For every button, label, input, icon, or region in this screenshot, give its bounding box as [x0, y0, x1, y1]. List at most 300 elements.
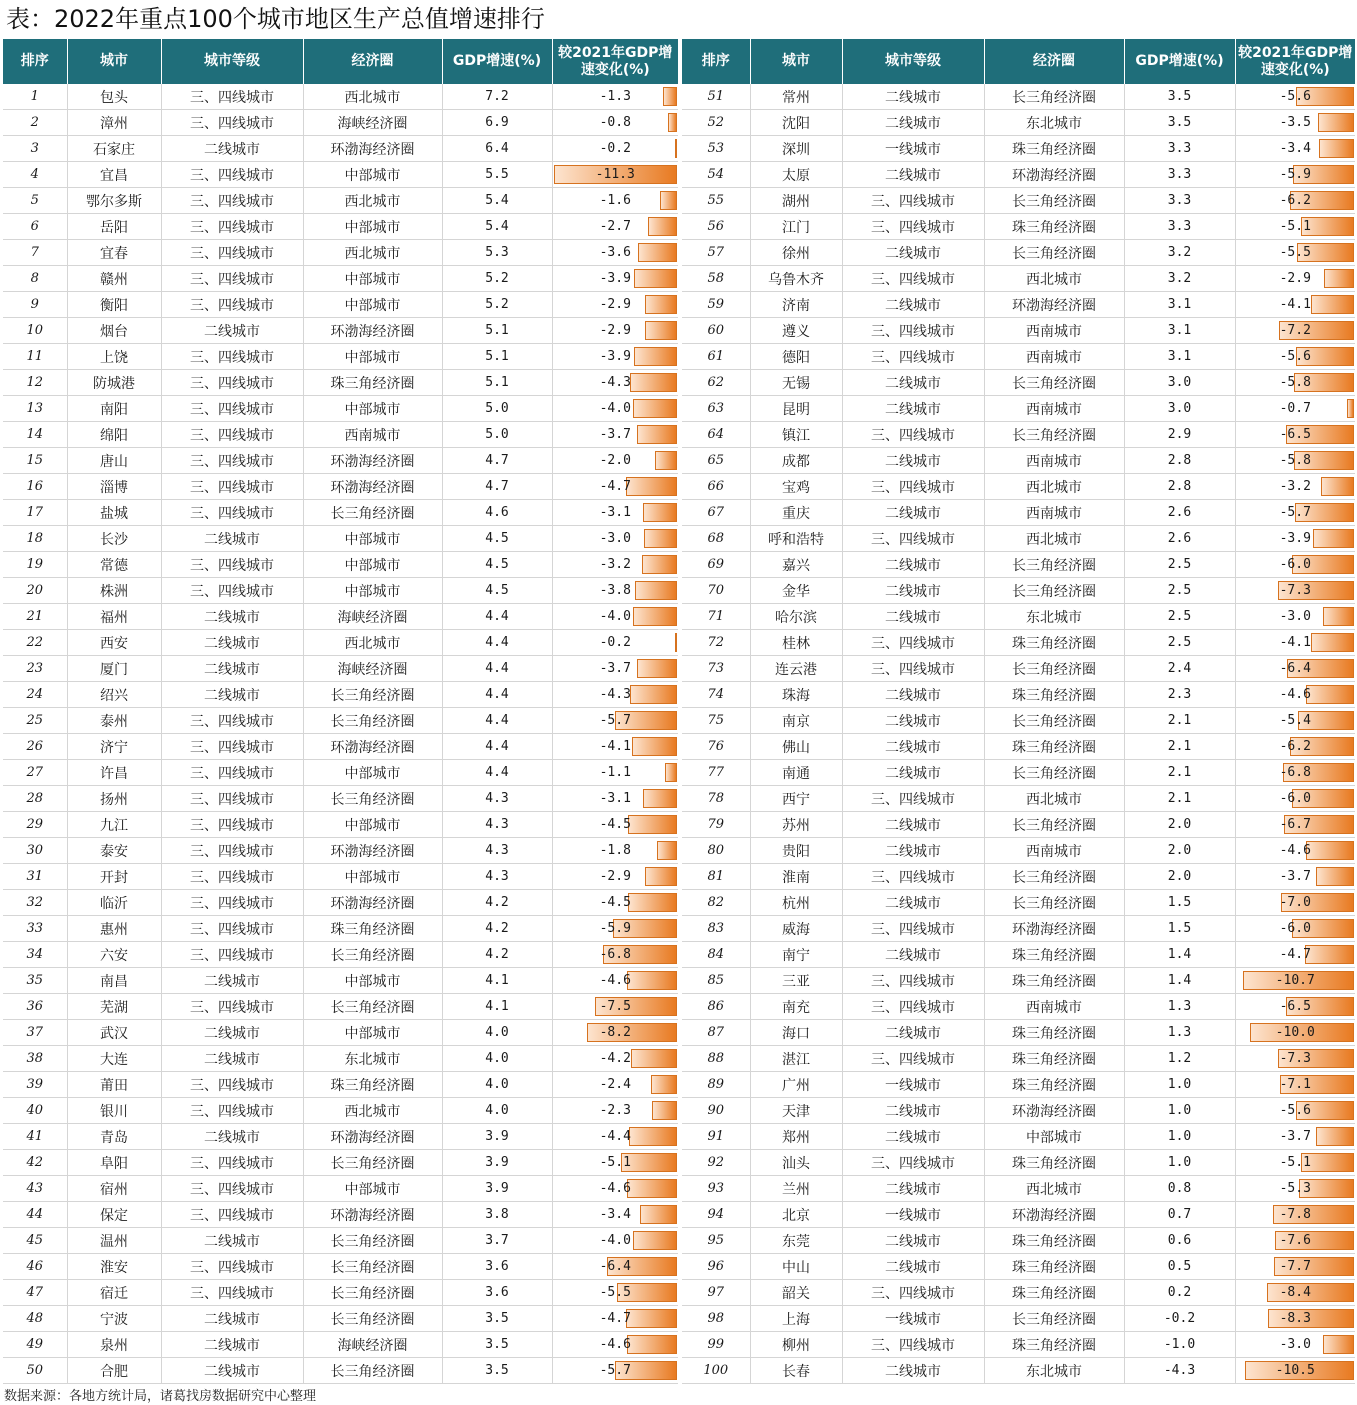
change-bar: [648, 217, 678, 236]
city-cell: 绍兴: [67, 682, 161, 708]
table-row: [3, 344, 678, 370]
zone-cell: 东北城市: [303, 1046, 442, 1072]
rank-cell: 58: [682, 266, 750, 292]
growth-change-cell: [552, 214, 678, 240]
table-row: [682, 708, 1355, 734]
rank-cell: 76: [682, 734, 750, 760]
change-value: -4.5: [599, 895, 631, 910]
change-value: -2.4: [599, 1077, 631, 1092]
tier-cell: 三、四线城市: [161, 760, 303, 786]
gdp-growth-cell: 5.3: [442, 240, 552, 266]
city-cell: 三亚: [750, 968, 842, 994]
rank-cell: 6: [3, 214, 67, 240]
table-row: [3, 1254, 678, 1280]
gdp-growth-cell: 5.4: [442, 188, 552, 214]
city-cell: 哈尔滨: [750, 604, 842, 630]
table-row: [682, 812, 1355, 838]
rank-cell: 23: [3, 656, 67, 682]
rank-cell: 59: [682, 292, 750, 318]
tier-cell: 二线城市: [842, 1358, 984, 1384]
zone-cell: 海峡经济圈: [303, 1332, 442, 1358]
table-row: [3, 708, 678, 734]
zone-cell: 珠三角经济圈: [984, 942, 1124, 968]
zone-cell: 长三角经济圈: [303, 1228, 442, 1254]
table-row: [682, 422, 1355, 448]
rank-cell: 51: [682, 84, 750, 110]
zone-cell: 中部城市: [303, 214, 442, 240]
tier-cell: 三、四线城市: [842, 1332, 984, 1358]
change-value: -0.8: [599, 115, 631, 130]
tier-cell: 三、四线城市: [161, 344, 303, 370]
change-value: -4.6: [1279, 687, 1311, 702]
table-row: [3, 604, 678, 630]
change-bar: [637, 659, 677, 678]
zone-cell: 长三角经济圈: [303, 994, 442, 1020]
table-row: [3, 1098, 678, 1124]
tier-cell: 三、四线城市: [161, 292, 303, 318]
gdp-growth-cell: 3.6: [442, 1280, 552, 1306]
tier-cell: 三、四线城市: [161, 448, 303, 474]
tier-cell: 二线城市: [842, 682, 984, 708]
gdp-growth-cell: 6.4: [442, 136, 552, 162]
city-cell: 海口: [750, 1020, 842, 1046]
table-row: [682, 1150, 1355, 1176]
zone-cell: 中部城市: [303, 1020, 442, 1046]
city-cell: 湖州: [750, 188, 842, 214]
rank-cell: 18: [3, 526, 67, 552]
tier-cell: 二线城市: [842, 552, 984, 578]
change-value: -4.1: [599, 739, 631, 754]
change-bar: [645, 321, 677, 340]
city-cell: 漳州: [67, 110, 161, 136]
rank-cell: 26: [3, 734, 67, 760]
rank-cell: 31: [3, 864, 67, 890]
tier-cell: 二线城市: [842, 396, 984, 422]
growth-change-cell: [1235, 786, 1355, 812]
city-cell: 广州: [750, 1072, 842, 1098]
city-cell: 九江: [67, 812, 161, 838]
zone-cell: 西北城市: [984, 786, 1124, 812]
tier-cell: 三、四线城市: [161, 1150, 303, 1176]
zone-cell: 环渤海经济圈: [984, 162, 1124, 188]
zone-cell: 海峡经济圈: [303, 656, 442, 682]
table-row: [3, 994, 678, 1020]
rank-cell: 33: [3, 916, 67, 942]
tier-cell: 二线城市: [842, 838, 984, 864]
growth-change-cell: [1235, 656, 1355, 682]
zone-cell: 环渤海经济圈: [303, 448, 442, 474]
table-row: [3, 1332, 678, 1358]
city-cell: 淄博: [67, 474, 161, 500]
rank-cell: 75: [682, 708, 750, 734]
city-cell: 桂林: [750, 630, 842, 656]
table-row: [682, 1306, 1355, 1332]
city-cell: 南京: [750, 708, 842, 734]
change-bar: [1305, 945, 1354, 964]
table-row: [3, 1046, 678, 1072]
rank-cell: 14: [3, 422, 67, 448]
change-value: -5.7: [599, 713, 631, 728]
rank-cell: 55: [682, 188, 750, 214]
table-row: [3, 188, 678, 214]
zone-cell: 长三角经济圈: [303, 1150, 442, 1176]
zone-cell: 中部城市: [303, 396, 442, 422]
tier-cell: 二线城市: [161, 1306, 303, 1332]
growth-change-cell: [552, 1020, 678, 1046]
rank-cell: 3: [3, 136, 67, 162]
table-row: [3, 1176, 678, 1202]
change-bar: [640, 1205, 677, 1224]
city-cell: 宿迁: [67, 1280, 161, 1306]
gdp-growth-cell: 2.8: [1124, 448, 1235, 474]
growth-change-cell: [552, 474, 678, 500]
city-cell: 温州: [67, 1228, 161, 1254]
tier-cell: 三、四线城市: [842, 266, 984, 292]
change-value: -10.5: [1275, 1363, 1315, 1378]
zone-cell: 西南城市: [984, 396, 1124, 422]
table-row: [3, 1280, 678, 1306]
gdp-growth-cell: 3.3: [1124, 214, 1235, 240]
city-cell: 开封: [67, 864, 161, 890]
change-value: -3.0: [1279, 609, 1311, 624]
gdp-growth-cell: 0.2: [1124, 1280, 1235, 1306]
growth-change-cell: [1235, 838, 1355, 864]
gdp-growth-cell: 4.4: [442, 708, 552, 734]
table-row: [3, 916, 678, 942]
city-cell: 淮南: [750, 864, 842, 890]
rank-cell: 40: [3, 1098, 67, 1124]
zone-cell: 珠三角经济圈: [303, 916, 442, 942]
change-bar: [634, 269, 677, 288]
gdp-growth-cell: 4.4: [442, 682, 552, 708]
change-value: -6.2: [1279, 193, 1311, 208]
table-row: [682, 1228, 1355, 1254]
city-cell: 上饶: [67, 344, 161, 370]
table-row: [682, 1176, 1355, 1202]
table-row: [682, 734, 1355, 760]
table-row: [3, 396, 678, 422]
gdp-growth-cell: 3.1: [1124, 318, 1235, 344]
rank-cell: 79: [682, 812, 750, 838]
table-row: [3, 1072, 678, 1098]
ranking-tables: [3, 39, 1355, 1383]
table-row: [3, 682, 678, 708]
ranking-table-left: [3, 39, 678, 1384]
tier-cell: 二线城市: [161, 1358, 303, 1384]
tier-cell: 二线城市: [842, 578, 984, 604]
rank-cell: 28: [3, 786, 67, 812]
table-row: [682, 240, 1355, 266]
change-value: -4.4: [599, 1129, 631, 1144]
tier-cell: 二线城市: [161, 1124, 303, 1150]
change-value: -8.4: [1279, 1285, 1311, 1300]
gdp-growth-cell: 3.9: [442, 1124, 552, 1150]
change-value: -4.3: [599, 375, 631, 390]
rank-cell: 17: [3, 500, 67, 526]
change-value: -6.8: [1279, 765, 1311, 780]
gdp-growth-cell: 4.1: [442, 994, 552, 1020]
tier-cell: 三、四线城市: [842, 1046, 984, 1072]
table-row: [682, 682, 1355, 708]
tier-cell: 二线城市: [842, 734, 984, 760]
city-cell: 苏州: [750, 812, 842, 838]
table-row: [682, 1332, 1355, 1358]
zone-cell: 环渤海经济圈: [303, 136, 442, 162]
change-value: -4.0: [599, 401, 631, 416]
change-bar: [643, 503, 677, 522]
change-bar: [1306, 685, 1354, 704]
table-row: [682, 266, 1355, 292]
change-bar: [638, 243, 677, 262]
tier-cell: 三、四线城市: [842, 188, 984, 214]
rank-cell: 86: [682, 994, 750, 1020]
gdp-growth-cell: 5.5: [442, 162, 552, 188]
growth-change-cell: [1235, 604, 1355, 630]
change-value: -6.4: [1279, 661, 1311, 676]
zone-cell: 珠三角经济圈: [984, 1254, 1124, 1280]
change-value: -0.2: [599, 141, 631, 156]
rank-cell: 37: [3, 1020, 67, 1046]
growth-change-cell: [1235, 1332, 1355, 1358]
rank-cell: 80: [682, 838, 750, 864]
change-value: -4.7: [1279, 947, 1311, 962]
change-value: -4.1: [1279, 635, 1311, 650]
city-cell: 南充: [750, 994, 842, 1020]
table-row: [682, 864, 1355, 890]
rank-cell: 48: [3, 1306, 67, 1332]
gdp-growth-cell: 3.6: [442, 1254, 552, 1280]
table-row: [682, 1202, 1355, 1228]
tier-cell: 二线城市: [161, 1332, 303, 1358]
growth-change-cell: [1235, 1020, 1355, 1046]
change-value: -4.5: [599, 817, 631, 832]
gdp-growth-cell: 1.0: [1124, 1098, 1235, 1124]
rank-cell: 92: [682, 1150, 750, 1176]
growth-change-cell: [552, 1046, 678, 1072]
change-value: -7.0: [1279, 895, 1311, 910]
table-row: [682, 370, 1355, 396]
rank-cell: 74: [682, 682, 750, 708]
growth-change-cell: [1235, 318, 1355, 344]
city-cell: 泰安: [67, 838, 161, 864]
growth-change-cell: [1235, 422, 1355, 448]
tier-cell: 二线城市: [161, 656, 303, 682]
table-row: [682, 396, 1355, 422]
change-bar: [644, 529, 677, 548]
change-value: -4.3: [599, 687, 631, 702]
change-value: -6.2: [1279, 739, 1311, 754]
city-cell: 许昌: [67, 760, 161, 786]
rank-cell: 88: [682, 1046, 750, 1072]
growth-change-cell: [552, 838, 678, 864]
gdp-growth-cell: 3.7: [442, 1228, 552, 1254]
gdp-growth-cell: 3.0: [1124, 370, 1235, 396]
zone-cell: 西南城市: [984, 448, 1124, 474]
rank-cell: 68: [682, 526, 750, 552]
rank-cell: 27: [3, 760, 67, 786]
growth-change-cell: [1235, 1254, 1355, 1280]
change-value: -3.1: [599, 505, 631, 520]
table-row: [682, 526, 1355, 552]
city-cell: 济宁: [67, 734, 161, 760]
table-row: [682, 162, 1355, 188]
tier-cell: 二线城市: [842, 604, 984, 630]
tier-cell: 二线城市: [161, 318, 303, 344]
gdp-growth-cell: 1.3: [1124, 994, 1235, 1020]
zone-cell: 环渤海经济圈: [984, 292, 1124, 318]
zone-cell: 长三角经济圈: [984, 708, 1124, 734]
growth-change-cell: [1235, 214, 1355, 240]
change-value: -4.6: [599, 1337, 631, 1352]
city-cell: 南宁: [750, 942, 842, 968]
city-cell: 石家庄: [67, 136, 161, 162]
gdp-growth-cell: 2.1: [1124, 708, 1235, 734]
gdp-growth-cell: 1.4: [1124, 968, 1235, 994]
change-value: -3.9: [1279, 531, 1311, 546]
change-bar: [1323, 1335, 1354, 1354]
city-cell: 常德: [67, 552, 161, 578]
city-cell: 杭州: [750, 890, 842, 916]
tier-cell: 三、四线城市: [161, 838, 303, 864]
gdp-growth-cell: 5.1: [442, 370, 552, 396]
header-city: 城市: [67, 39, 161, 84]
tier-cell: 三、四线城市: [161, 1098, 303, 1124]
change-value: -7.8: [1279, 1207, 1311, 1222]
city-cell: 银川: [67, 1098, 161, 1124]
zone-cell: 长三角经济圈: [303, 942, 442, 968]
table-row: [3, 110, 678, 136]
growth-change-cell: [1235, 1046, 1355, 1072]
header-growth-change: 较2021年GDP增 速变化(%): [552, 39, 678, 84]
change-value: -1.3: [599, 89, 631, 104]
header-tier: 城市等级: [161, 39, 303, 84]
city-cell: 天津: [750, 1098, 842, 1124]
rank-cell: 90: [682, 1098, 750, 1124]
rank-cell: 70: [682, 578, 750, 604]
zone-cell: 珠三角经济圈: [984, 682, 1124, 708]
zone-cell: 长三角经济圈: [984, 812, 1124, 838]
growth-change-cell: [1235, 526, 1355, 552]
gdp-growth-cell: -1.0: [1124, 1332, 1235, 1358]
table-row: [3, 422, 678, 448]
table-row: [682, 552, 1355, 578]
gdp-growth-cell: 4.1: [442, 968, 552, 994]
city-cell: 大连: [67, 1046, 161, 1072]
change-value: -5.1: [599, 1155, 631, 1170]
city-cell: 江门: [750, 214, 842, 240]
table-row: [682, 136, 1355, 162]
zone-cell: 西北城市: [303, 1098, 442, 1124]
change-value: -11.3: [595, 167, 635, 182]
zone-cell: 环渤海经济圈: [303, 1124, 442, 1150]
zone-cell: 东北城市: [984, 604, 1124, 630]
table-row: [3, 1124, 678, 1150]
rank-cell: 4: [3, 162, 67, 188]
growth-change-cell: [552, 682, 678, 708]
table-row: [682, 214, 1355, 240]
rank-cell: 35: [3, 968, 67, 994]
table-row: [682, 1124, 1355, 1150]
city-cell: 威海: [750, 916, 842, 942]
change-bar: [645, 867, 677, 886]
growth-change-cell: [1235, 1358, 1355, 1384]
table-row: [3, 292, 678, 318]
change-bar: [1311, 633, 1354, 652]
gdp-growth-cell: 2.0: [1124, 812, 1235, 838]
city-cell: 南通: [750, 760, 842, 786]
table-row: [3, 942, 678, 968]
rank-cell: 57: [682, 240, 750, 266]
change-value: -7.1: [1279, 1077, 1311, 1092]
tier-cell: 三、四线城市: [161, 734, 303, 760]
rank-cell: 56: [682, 214, 750, 240]
rank-cell: 67: [682, 500, 750, 526]
gdp-growth-cell: 1.0: [1124, 1150, 1235, 1176]
table-row: [682, 1098, 1355, 1124]
growth-change-cell: [552, 1202, 678, 1228]
rank-cell: 19: [3, 552, 67, 578]
city-cell: 福州: [67, 604, 161, 630]
table-row: [3, 1358, 678, 1384]
gdp-growth-cell: 3.0: [1124, 396, 1235, 422]
rank-cell: 69: [682, 552, 750, 578]
change-value: -3.9: [599, 271, 631, 286]
growth-change-cell: [1235, 1280, 1355, 1306]
growth-change-cell: [552, 812, 678, 838]
gdp-growth-cell: 1.2: [1124, 1046, 1235, 1072]
rank-cell: 66: [682, 474, 750, 500]
table-row: [682, 1358, 1355, 1384]
change-value: -3.7: [599, 427, 631, 442]
growth-change-cell: [1235, 1098, 1355, 1124]
tier-cell: 二线城市: [842, 1228, 984, 1254]
rank-cell: 15: [3, 448, 67, 474]
change-bar: [630, 373, 677, 392]
city-cell: 连云港: [750, 656, 842, 682]
table-row: [682, 344, 1355, 370]
change-value: -3.4: [599, 1207, 631, 1222]
growth-change-cell: [1235, 110, 1355, 136]
rank-cell: 96: [682, 1254, 750, 1280]
change-value: -4.0: [599, 609, 631, 624]
zone-cell: 长三角经济圈: [984, 370, 1124, 396]
tier-cell: 三、四线城市: [161, 864, 303, 890]
growth-change-cell: [552, 890, 678, 916]
gdp-growth-cell: 2.8: [1124, 474, 1235, 500]
rank-cell: 84: [682, 942, 750, 968]
change-value: -10.0: [1275, 1025, 1315, 1040]
gdp-growth-cell: 1.3: [1124, 1020, 1235, 1046]
rank-cell: 64: [682, 422, 750, 448]
zone-cell: 中部城市: [303, 864, 442, 890]
growth-change-cell: [552, 1280, 678, 1306]
change-value: -5.4: [1279, 713, 1311, 728]
tier-cell: 三、四线城市: [161, 1176, 303, 1202]
gdp-growth-cell: 3.1: [1124, 344, 1235, 370]
gdp-growth-cell: 2.6: [1124, 526, 1235, 552]
change-value: -5.9: [599, 921, 631, 936]
growth-change-cell: [552, 1072, 678, 1098]
city-cell: 贵阳: [750, 838, 842, 864]
gdp-growth-cell: 4.0: [442, 1046, 552, 1072]
growth-change-cell: [1235, 370, 1355, 396]
gdp-growth-cell: 1.5: [1124, 890, 1235, 916]
zone-cell: 长三角经济圈: [984, 552, 1124, 578]
growth-change-cell: [1235, 344, 1355, 370]
gdp-growth-cell: 3.3: [1124, 188, 1235, 214]
change-bar: [627, 1179, 677, 1198]
zone-cell: 中部城市: [303, 162, 442, 188]
